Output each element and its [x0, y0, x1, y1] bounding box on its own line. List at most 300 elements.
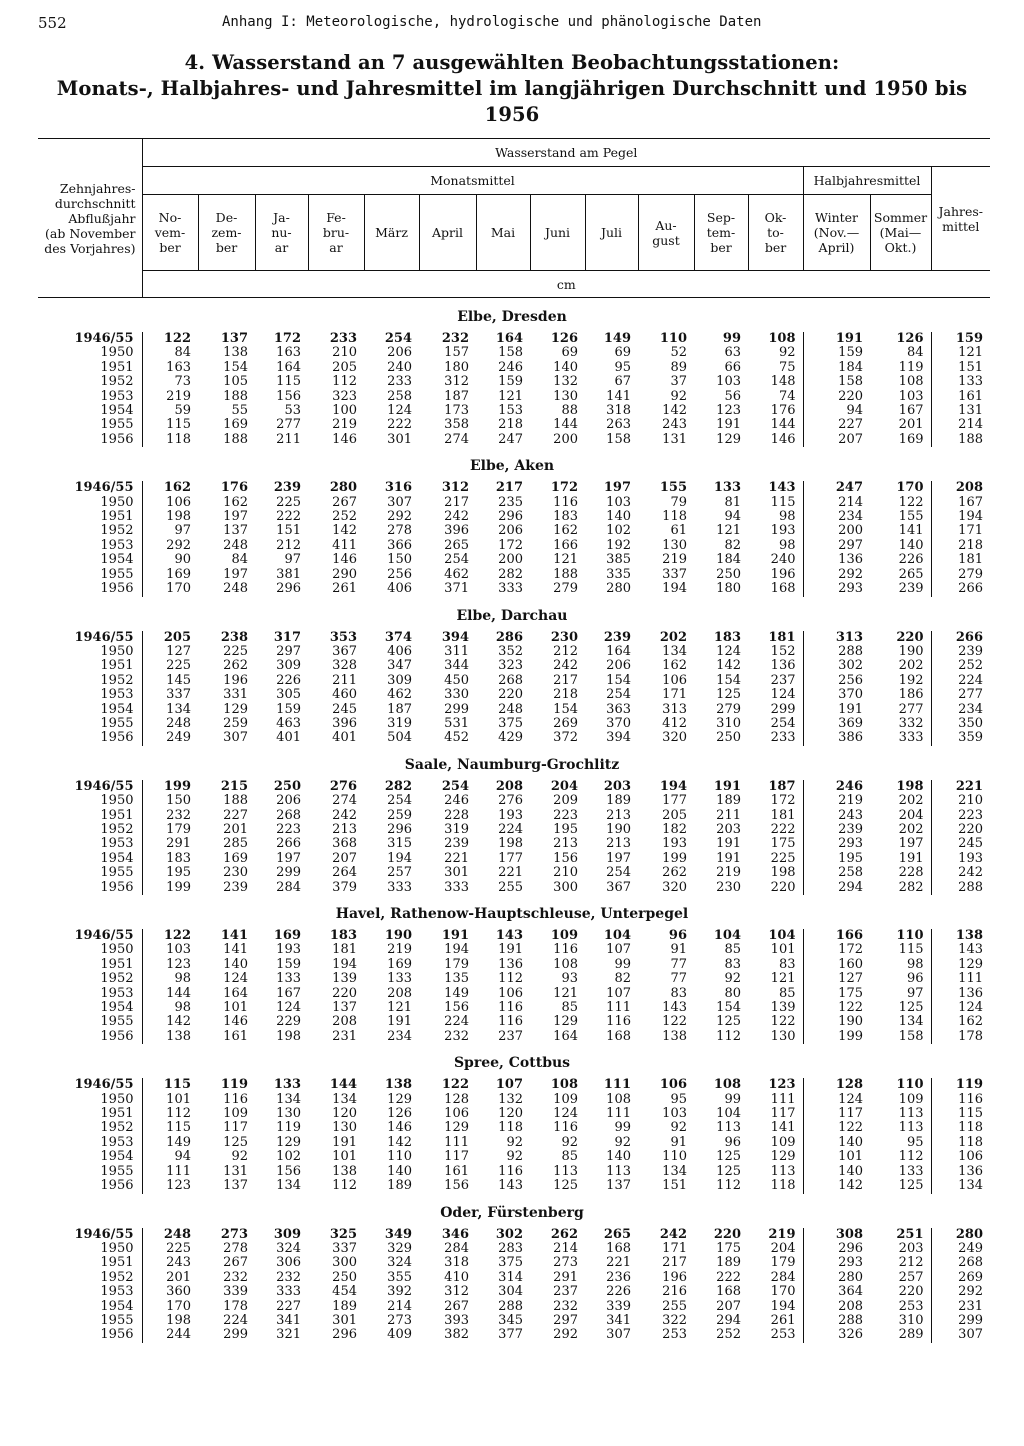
value-cell: 288 [803, 1314, 870, 1328]
value-cell: 169 [142, 568, 198, 582]
value-cell: 220 [770, 879, 796, 895]
value-cell: 121 [553, 985, 578, 1001]
value-cell: 256 [803, 674, 870, 688]
value-cell: 125 [716, 1149, 741, 1165]
value-cell: 232 [444, 1028, 469, 1044]
year-label-line: des Vorjahres) [44, 240, 136, 256]
value-cell: 142 [716, 658, 741, 674]
value-cell: 101 [142, 1093, 198, 1107]
value-cell: 349 [384, 1226, 412, 1242]
value-cell: 235 [498, 494, 523, 510]
value-cell: 140 [606, 509, 631, 525]
value-cell: 246 [444, 793, 469, 809]
value-cell: 99 [722, 331, 741, 346]
year-cell: 1955 [100, 715, 134, 731]
value-cell: 179 [770, 1255, 796, 1271]
value-cell: 59 [142, 404, 198, 418]
table-row [38, 433, 990, 447]
value-cell: 125 [223, 1134, 248, 1150]
month-label-line: nu- [271, 225, 292, 240]
value-cell: 284 [444, 1240, 469, 1256]
value-cell: 158 [803, 375, 870, 389]
value-cell: 310 [716, 715, 741, 731]
value-cell: 93 [561, 971, 578, 987]
value-cell: 170 [142, 582, 198, 596]
value-cell: 232 [276, 1269, 301, 1285]
value-cell: 164 [276, 359, 301, 375]
value-cell: 199 [142, 780, 198, 794]
value-cell: 190 [606, 821, 631, 837]
value-cell: 319 [444, 821, 469, 837]
value-cell: 219 [662, 552, 687, 568]
value-cell: 170 [142, 1300, 198, 1314]
value-cell: 211 [332, 672, 357, 688]
value-cell: 220 [931, 823, 990, 837]
value-cell: 141 [606, 388, 631, 404]
value-cell: 124 [553, 1106, 578, 1122]
value-cell: 122 [142, 332, 198, 346]
value-cell: 164 [606, 643, 631, 659]
table-row [38, 582, 990, 596]
value-cell: 142 [387, 1134, 412, 1150]
value-cell: 123 [716, 403, 741, 419]
value-cell: 125 [716, 687, 741, 703]
year-cell: 1954 [100, 552, 134, 568]
value-cell: 92 [506, 1149, 523, 1165]
value-cell: 246 [803, 780, 870, 794]
month-label-line: April [432, 225, 463, 240]
value-cell: 124 [803, 1093, 870, 1107]
value-cell: 220 [332, 985, 357, 1001]
table-row [38, 568, 990, 582]
station-title: Elbe, Aken [469, 458, 555, 475]
year-cell: 1953 [100, 687, 134, 703]
value-cell: 172 [770, 793, 796, 809]
value-cell: 251 [896, 1226, 924, 1242]
value-cell: 129 [387, 1091, 412, 1107]
value-cell: 221 [606, 1255, 631, 1271]
month-label-line: vem- [154, 225, 186, 240]
value-cell: 140 [898, 537, 924, 553]
value-cell: 221 [931, 780, 990, 794]
value-cell: 262 [662, 865, 687, 881]
value-cell: 177 [662, 793, 687, 809]
value-cell: 372 [553, 730, 578, 746]
value-cell: 179 [142, 823, 198, 837]
value-cell: 333 [387, 879, 412, 895]
value-cell: 225 [142, 1242, 198, 1256]
table-row [38, 539, 990, 553]
value-cell: 191 [713, 778, 741, 794]
year-cell: 1955 [100, 417, 134, 433]
value-cell: 308 [803, 1228, 870, 1242]
value-cell: 230 [223, 865, 248, 881]
value-cell: 261 [332, 581, 357, 597]
value-cell: 140 [606, 1149, 631, 1165]
value-cell: 291 [142, 837, 198, 851]
value-cell: 166 [803, 929, 870, 943]
value-cell: 265 [603, 1226, 631, 1242]
table-row [38, 496, 990, 510]
month-header [476, 195, 530, 271]
value-cell: 190 [803, 1015, 870, 1029]
value-cell: 111 [606, 1000, 631, 1016]
value-cell: 118 [770, 1178, 796, 1194]
value-cell: 228 [444, 807, 469, 823]
station-table [38, 332, 990, 447]
value-cell: 103 [662, 1106, 687, 1122]
value-cell: 248 [498, 701, 523, 717]
value-cell: 129 [716, 431, 741, 447]
value-cell: 74 [778, 388, 796, 404]
value-cell: 259 [387, 807, 412, 823]
year-cell: 1951 [100, 509, 134, 525]
year-cell: 1954 [100, 701, 134, 717]
value-cell: 249 [931, 1242, 990, 1256]
value-cell: 220 [896, 629, 924, 645]
value-cell: 195 [803, 852, 870, 866]
value-cell: 258 [803, 866, 870, 880]
value-cell: 239 [803, 823, 870, 837]
value-cell: 151 [931, 361, 990, 375]
value-cell: 133 [276, 971, 301, 987]
half-year-header [870, 195, 931, 271]
year-cell: 1952 [100, 523, 134, 539]
value-cell: 194 [332, 956, 357, 972]
value-cell: 254 [384, 331, 412, 346]
value-cell: 121 [931, 346, 990, 360]
value-cell: 162 [142, 481, 198, 495]
jahresmittel-label-line: Jahres- [938, 203, 984, 219]
value-cell: 364 [803, 1285, 870, 1299]
value-cell: 246 [498, 359, 523, 375]
value-cell: 119 [220, 1077, 248, 1093]
value-cell: 267 [223, 1255, 248, 1271]
value-cell: 277 [931, 688, 990, 702]
table-row [38, 1015, 990, 1029]
value-cell: 112 [332, 374, 357, 390]
table-row [38, 688, 990, 702]
value-cell: 85 [724, 942, 741, 958]
value-cell: 282 [498, 566, 523, 582]
value-cell: 195 [553, 821, 578, 837]
station-title: Spree, Cottbus [453, 1055, 571, 1072]
value-cell: 191 [716, 836, 741, 852]
value-cell: 129 [553, 1014, 578, 1030]
value-cell: 240 [770, 552, 796, 568]
table-row [38, 1165, 990, 1179]
value-cell: 218 [931, 539, 990, 553]
value-cell: 83 [724, 956, 741, 972]
value-cell: 115 [931, 1107, 990, 1121]
month-label-line: Mai [490, 225, 516, 240]
value-cell: 134 [276, 1091, 301, 1107]
year-cell: 1951 [100, 359, 134, 375]
value-cell: 127 [803, 972, 870, 986]
value-cell: 150 [142, 794, 198, 808]
table-row [38, 631, 990, 645]
value-cell: 267 [332, 494, 357, 510]
value-cell: 126 [387, 1106, 412, 1122]
value-cell: 214 [931, 418, 990, 432]
value-cell: 106 [662, 672, 687, 688]
value-cell: 323 [498, 658, 523, 674]
value-cell: 276 [498, 793, 523, 809]
value-cell: 212 [898, 1255, 924, 1271]
value-cell: 172 [803, 943, 870, 957]
value-cell: 279 [716, 701, 741, 717]
value-cell: 207 [716, 1298, 741, 1314]
value-cell: 273 [387, 1312, 412, 1328]
month-label-line: bru- [322, 225, 350, 240]
value-cell: 257 [387, 865, 412, 881]
table-row [38, 375, 990, 389]
value-cell: 159 [931, 332, 990, 346]
value-cell: 202 [659, 629, 687, 645]
year-cell: 1951 [100, 807, 134, 823]
value-cell: 299 [770, 701, 796, 717]
value-cell: 116 [606, 1014, 631, 1030]
value-cell: 208 [931, 481, 990, 495]
month-header [585, 195, 638, 271]
value-cell: 252 [716, 1327, 741, 1343]
value-cell: 137 [332, 1000, 357, 1016]
value-cell: 122 [898, 494, 924, 510]
value-cell: 146 [332, 431, 357, 447]
value-cell: 130 [770, 1028, 796, 1044]
value-cell: 269 [931, 1271, 990, 1285]
value-cell: 167 [276, 985, 301, 1001]
value-cell: 217 [553, 672, 578, 688]
value-cell: 233 [770, 730, 796, 746]
value-cell: 242 [931, 866, 990, 880]
value-cell: 302 [803, 659, 870, 673]
value-cell: 256 [387, 566, 412, 582]
value-cell: 151 [276, 523, 301, 539]
value-cell: 212 [276, 537, 301, 553]
table-row [38, 717, 990, 731]
table-row [38, 645, 990, 659]
value-cell: 262 [550, 1226, 578, 1242]
value-cell: 222 [276, 509, 301, 525]
value-cell: 321 [276, 1327, 301, 1343]
value-cell: 202 [898, 821, 924, 837]
value-cell: 371 [444, 581, 469, 597]
value-cell: 234 [931, 703, 990, 717]
value-cell: 108 [713, 1077, 741, 1093]
value-cell: 144 [770, 417, 796, 433]
value-cell: 98 [778, 537, 796, 553]
value-cell: 92 [670, 388, 687, 404]
value-cell: 313 [803, 631, 870, 645]
value-cell: 61 [670, 523, 687, 539]
value-cell: 69 [614, 345, 631, 361]
value-cell: 117 [223, 1120, 248, 1136]
value-cell: 285 [223, 836, 248, 852]
value-cell: 183 [142, 852, 198, 866]
value-cell: 124 [716, 643, 741, 659]
value-cell: 175 [716, 1240, 741, 1256]
value-cell: 301 [332, 1312, 357, 1328]
value-cell: 243 [662, 417, 687, 433]
value-cell: 116 [931, 1093, 990, 1107]
year-cell: 1952 [100, 821, 134, 837]
value-cell: 189 [716, 1255, 741, 1271]
value-cell: 127 [142, 645, 198, 659]
value-cell: 169 [223, 417, 248, 433]
value-cell: 124 [387, 403, 412, 419]
value-cell: 136 [803, 553, 870, 567]
value-cell: 245 [931, 837, 990, 851]
value-cell: 193 [931, 852, 990, 866]
value-cell: 167 [931, 496, 990, 510]
value-cell: 225 [142, 659, 198, 673]
value-cell: 345 [498, 1312, 523, 1328]
value-cell: 306 [276, 1255, 301, 1271]
value-cell: 98 [906, 956, 924, 972]
value-cell: 144 [142, 987, 198, 1001]
value-cell: 192 [898, 672, 924, 688]
value-cell: 226 [606, 1284, 631, 1300]
value-cell: 239 [898, 581, 924, 597]
value-cell: 112 [332, 1178, 357, 1194]
value-cell: 158 [606, 431, 631, 447]
value-cell: 92 [670, 1120, 687, 1136]
value-cell: 450 [444, 672, 469, 688]
value-cell: 129 [276, 1134, 301, 1150]
value-cell: 113 [770, 1163, 796, 1179]
value-cell: 143 [662, 1000, 687, 1016]
value-cell: 129 [444, 1120, 469, 1136]
value-cell: 125 [553, 1178, 578, 1194]
value-cell: 297 [803, 539, 870, 553]
table-title-line-2: Monats-, Halbjahres- und Jahresmittel im langjährigen Durchschnitt und 1950 bis 1956 [56, 77, 968, 126]
value-cell: 369 [803, 717, 870, 731]
value-cell: 191 [803, 332, 870, 346]
table-row [38, 794, 990, 808]
value-cell: 273 [553, 1255, 578, 1271]
value-cell: 227 [803, 418, 870, 432]
value-cell: 111 [606, 1106, 631, 1122]
value-cell: 167 [898, 403, 924, 419]
month-label-line: No- [158, 210, 182, 225]
value-cell: 104 [716, 1106, 741, 1122]
value-cell: 122 [803, 1001, 870, 1015]
value-cell: 95 [614, 359, 631, 375]
value-cell: 136 [498, 956, 523, 972]
value-cell: 217 [495, 480, 523, 496]
value-cell: 125 [898, 1000, 924, 1016]
running-header [38, 14, 986, 40]
value-cell: 112 [716, 1028, 741, 1044]
value-cell: 219 [332, 417, 357, 433]
value-cell: 300 [332, 1255, 357, 1271]
table-row [38, 1328, 990, 1342]
half-year-label-line: (Mai— [879, 225, 922, 240]
half-year-label-line: (Nov.— [813, 225, 860, 240]
table-row [38, 332, 990, 346]
value-cell: 135 [444, 971, 469, 987]
year-cell: 1950 [100, 1091, 134, 1107]
value-cell: 123 [142, 958, 198, 972]
value-cell: 337 [332, 1240, 357, 1256]
value-cell: 312 [444, 1284, 469, 1300]
value-cell: 231 [332, 1028, 357, 1044]
value-cell: 401 [276, 730, 301, 746]
value-cell: 92 [724, 971, 741, 987]
value-cell: 84 [906, 345, 924, 361]
value-cell: 254 [606, 687, 631, 703]
value-cell: 207 [332, 850, 357, 866]
header-year-label [38, 139, 142, 298]
value-cell: 250 [332, 1269, 357, 1285]
value-cell: 116 [553, 494, 578, 510]
value-cell: 243 [803, 809, 870, 823]
value-cell: 375 [498, 715, 523, 731]
value-cell: 358 [444, 417, 469, 433]
month-header [419, 195, 476, 271]
value-cell: 102 [606, 523, 631, 539]
value-cell: 504 [387, 730, 412, 746]
year-cell: 1956 [100, 1178, 134, 1194]
year-cell: 1953 [100, 1284, 134, 1300]
value-cell: 290 [332, 566, 357, 582]
value-cell: 204 [770, 1240, 796, 1256]
value-cell: 296 [498, 509, 523, 525]
value-cell: 140 [223, 956, 248, 972]
value-cell: 168 [716, 1284, 741, 1300]
table-row [38, 958, 990, 972]
value-cell: 263 [606, 417, 631, 433]
value-cell: 242 [444, 509, 469, 525]
value-cell: 83 [778, 956, 796, 972]
value-cell: 159 [803, 346, 870, 360]
value-cell: 367 [332, 643, 357, 659]
value-cell: 284 [276, 879, 301, 895]
year-cell: 1954 [100, 1298, 134, 1314]
value-cell: 233 [329, 331, 357, 346]
value-cell: 183 [329, 928, 357, 943]
month-header [255, 195, 308, 271]
value-cell: 203 [898, 1240, 924, 1256]
value-cell: 63 [724, 345, 741, 361]
value-cell: 122 [770, 1014, 796, 1030]
value-cell: 159 [276, 701, 301, 717]
value-cell: 209 [553, 793, 578, 809]
year-cell: 1951 [100, 956, 134, 972]
value-cell: 452 [444, 730, 469, 746]
value-cell: 115 [142, 418, 198, 432]
value-cell: 216 [662, 1284, 687, 1300]
value-cell: 188 [931, 433, 990, 447]
year-cell: 1946/55 [74, 331, 134, 346]
value-cell: 77 [670, 971, 687, 987]
value-cell: 254 [387, 793, 412, 809]
value-cell: 265 [898, 566, 924, 582]
value-cell: 121 [716, 523, 741, 539]
table-row [38, 1271, 990, 1285]
table-row [38, 553, 990, 567]
month-label-line: De- [215, 210, 238, 225]
value-cell: 111 [603, 1077, 631, 1093]
value-cell: 454 [332, 1284, 357, 1300]
table-row [38, 481, 990, 495]
value-cell: 159 [498, 374, 523, 390]
value-cell: 112 [898, 1149, 924, 1165]
value-cell: 218 [498, 417, 523, 433]
year-cell: 1950 [100, 345, 134, 361]
value-cell: 240 [387, 359, 412, 375]
